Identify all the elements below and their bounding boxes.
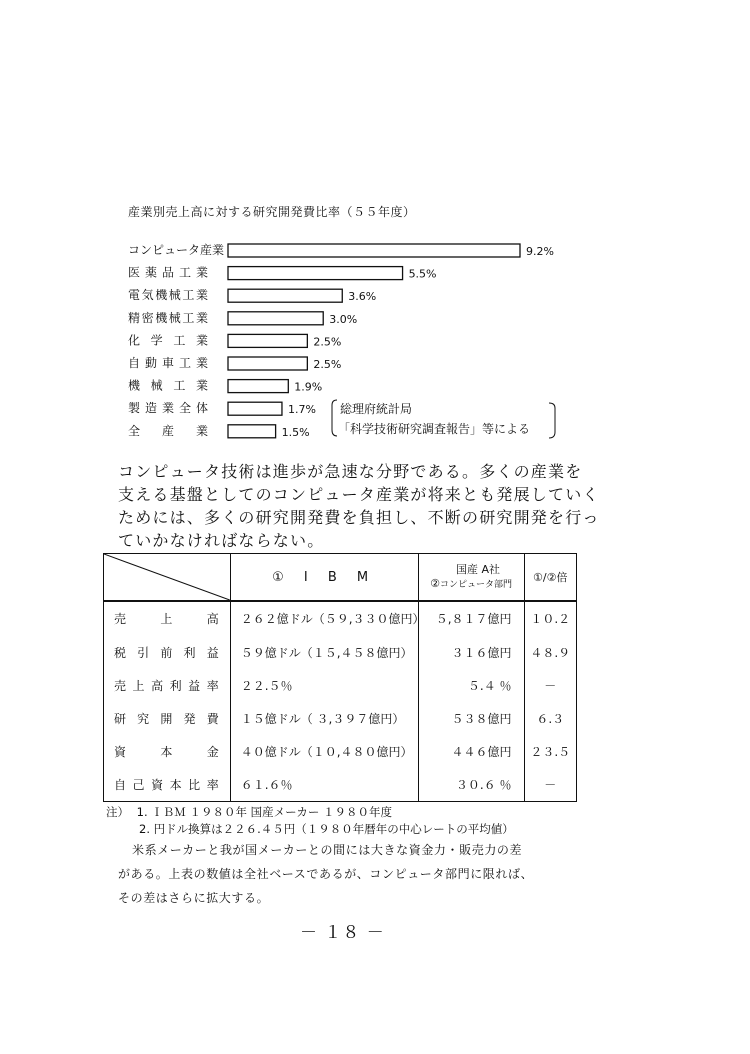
header-company-a xyxy=(418,554,524,602)
table-notes xyxy=(106,804,514,838)
bar xyxy=(228,289,342,302)
bar-value-label: 9.2% xyxy=(526,245,554,258)
company-a-value: ５,８１７億円 xyxy=(418,601,524,636)
bar-label: 医薬品工業 xyxy=(128,265,208,280)
company-a-value: ３０.６ ％ xyxy=(418,768,524,802)
bar xyxy=(228,267,403,280)
bar xyxy=(228,380,288,393)
chart-title: 産業別売上高に対する研究開発費比率（５５年度） xyxy=(128,205,416,219)
note-line-2 xyxy=(106,821,514,838)
header-company-a-line2: コンピュータ部門 xyxy=(439,579,512,590)
bar xyxy=(228,357,307,370)
comment-paragraph xyxy=(118,838,588,910)
bar xyxy=(228,402,282,415)
row-label: 売上高利益率 xyxy=(104,669,231,702)
company-a-value: ５.４ ％ xyxy=(418,669,524,702)
bar-value-label: 3.0% xyxy=(329,312,358,326)
table-header-row xyxy=(104,554,577,602)
table-row xyxy=(104,636,577,669)
header-ibm: ① I B M xyxy=(230,554,418,602)
paragraph-line: 支える基盤としてのコンピュータ産業が将来とも発展していく xyxy=(118,485,600,504)
bar-label: 機械工業 xyxy=(128,378,208,393)
ratio-value: － xyxy=(524,669,576,702)
bar-value-label: 1.5% xyxy=(281,425,310,439)
source-note xyxy=(332,400,555,438)
ibm-value: ６１.６％ xyxy=(230,768,418,802)
bar xyxy=(228,425,276,438)
paragraph-line: ていかなければならない。 xyxy=(118,531,325,550)
comment-line: がある。上表の数値は全社ベースであるが、コンピュータ部門に限れば、 xyxy=(118,867,534,881)
ibm-value: ２６２億ドル（５９,３３０億円） xyxy=(230,601,418,636)
row-label: 研究開発費 xyxy=(104,702,231,735)
row-label: 資本金 xyxy=(104,735,231,768)
table-row xyxy=(104,669,577,702)
left-bracket xyxy=(332,400,337,436)
bar-chart xyxy=(0,0,750,450)
paragraph-line: コンピュータ技術は進歩が急速な分野である。多くの産業を xyxy=(118,462,583,481)
note-2: 2. 円ドル換算は２２６.４５円（１９８０年暦年の中心レートの平均値） xyxy=(139,822,514,836)
comment-line: その差はさらに拡大する。 xyxy=(118,891,270,905)
diagonal-line xyxy=(104,554,230,600)
paragraph-line: ためには、多くの研究開発費を負担し、不断の研究開発を行っ xyxy=(118,508,600,527)
ibm-value: ５９億ドル（１５,４５８億円） xyxy=(230,636,418,669)
company-a-value: ３１６億円 xyxy=(418,636,524,669)
row-label: 売上高 xyxy=(104,601,231,636)
ibm-value: ２２.５％ xyxy=(230,669,418,702)
bar-label: 電気機械工業 xyxy=(128,288,208,303)
note-line-1 xyxy=(106,804,514,821)
note-prefix: 注） xyxy=(106,805,129,819)
page-number: － １８ － xyxy=(300,923,385,943)
table-row xyxy=(104,601,577,636)
ibm-value: １５億ドル（ ３,３９７億円） xyxy=(230,702,418,735)
body-paragraph xyxy=(118,460,600,552)
right-bracket xyxy=(549,403,555,438)
bar-label: 化学工業 xyxy=(128,333,208,348)
header-ratio: ①/②倍 xyxy=(524,554,576,602)
comparison-table xyxy=(103,553,577,802)
row-label: 税引前利益 xyxy=(104,636,231,669)
ratio-value: － xyxy=(524,768,576,802)
bar-value-label: 1.9% xyxy=(294,380,323,394)
note-1: 1. ＩＢＭ １９８０年 国産メーカー １９８０年度 xyxy=(136,805,393,819)
comment-line: 米系メーカーと我が国メーカーとの間には大きな資金力・販売力の差 xyxy=(132,843,523,857)
bar-value-label: 3.6% xyxy=(348,290,377,304)
source-line-1: 総理府統計局 xyxy=(340,402,413,416)
ratio-value: ２３.５ xyxy=(524,735,576,768)
company-a-value: ４４６億円 xyxy=(418,735,524,768)
bar-value-label: 2.5% xyxy=(313,358,342,371)
header-company-a-line1: 国産 A社 xyxy=(456,562,501,576)
ratio-value: １０.２ xyxy=(524,601,576,636)
table-row xyxy=(104,702,577,735)
ratio-value: ６.３ xyxy=(524,702,576,735)
bar-value-label: 1.7% xyxy=(287,403,316,417)
bar-value-label: 5.5% xyxy=(408,267,437,281)
bar-value-label: 2.5% xyxy=(313,335,342,349)
ibm-value: ４０億ドル（１０,４８０億円） xyxy=(230,735,418,768)
bar xyxy=(228,312,323,325)
bar xyxy=(228,244,520,257)
bar-label: 精密機械工業 xyxy=(128,310,208,325)
bar-label: 製造業全体 xyxy=(128,401,208,416)
source-line-2: 「科学技術研究調査報告」等による xyxy=(338,422,531,436)
bar-label: 自動車工業 xyxy=(128,356,208,370)
ratio-value: ４８.９ xyxy=(524,636,576,669)
bar xyxy=(228,334,307,347)
bar-label: コンピュータ産業 xyxy=(128,243,225,257)
table-row xyxy=(104,768,577,802)
row-label: 自己資本比率 xyxy=(104,768,231,802)
company-a-value: ５３８億円 xyxy=(418,702,524,735)
table-row xyxy=(104,735,577,768)
header-company-a-prefix: ② xyxy=(430,576,440,590)
bar-label: 全産業 xyxy=(128,423,208,438)
table-corner-cell xyxy=(104,554,231,602)
